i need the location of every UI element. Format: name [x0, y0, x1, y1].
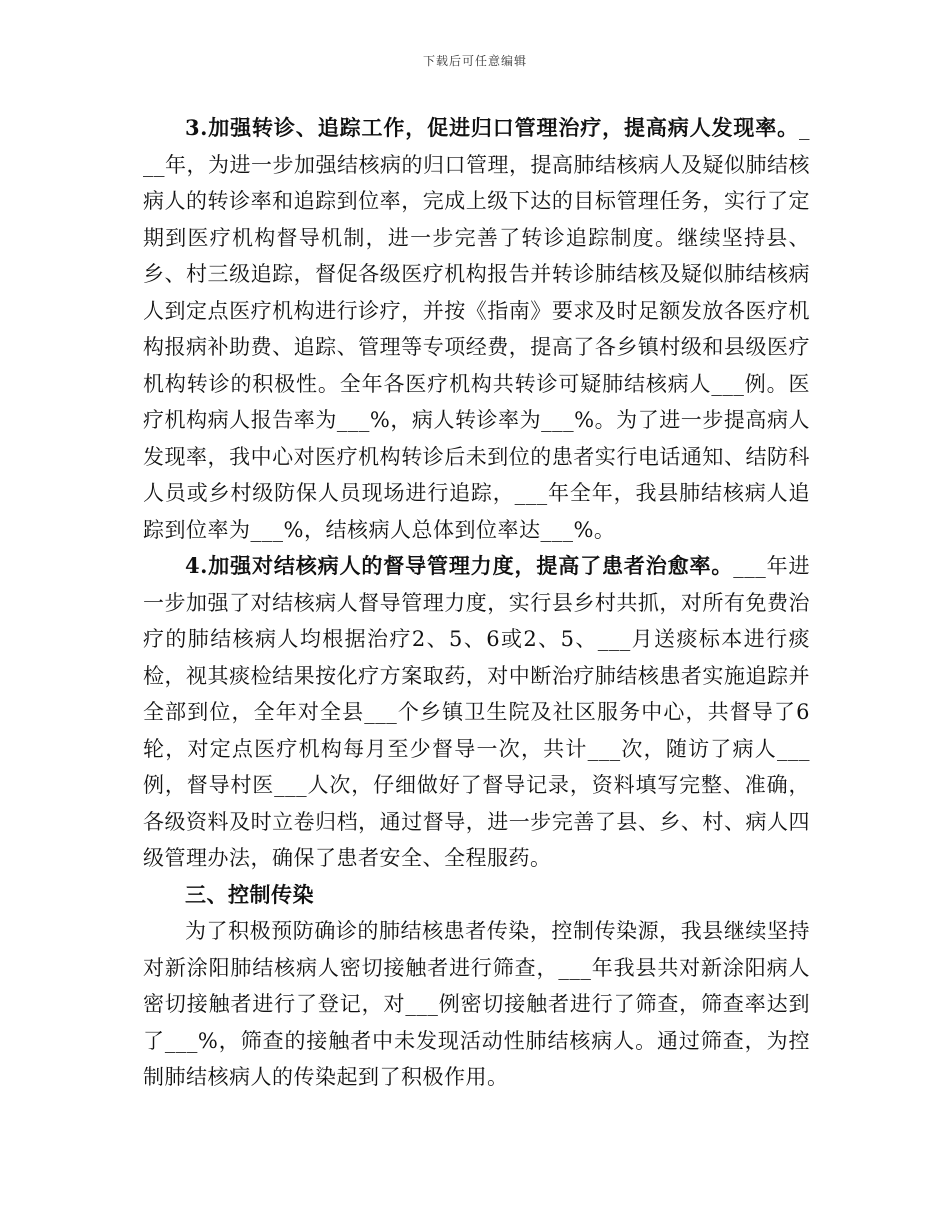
- paragraph-item-3: [143, 110, 810, 548]
- item-4-text: ___年进一步加强了对结核病人督导管理力度，实行县乡村共抓，对所有免费治疗的肺结核病人均根据治疗2、5、6或2、5、___月送痰标本进行痰检，视其痰检结果按化疗方案取药，对中断治疗肺结核患者实施追踪并全部到位，全年对全县___个乡镇卫生院及社区服务中心，共督导了6轮，对定点医疗机构每月至少督导一次，共计___次，随访了病人___例，督导村医___人次，仔细做好了督导记录，资料填写完整、准确，各级资料及时立卷归档，通过督导，进一步完善了县、乡、村、病人四级管理办法，确保了患者安全、全程服药。: [143, 554, 811, 870]
- document-body: [143, 110, 810, 1096]
- item-3-text: ___年，为进一步加强结核病的归口管理，提高肺结核病人及疑似肺结核病人的转诊率和追踪到位率，完成上级下达的目标管理任务，实行了定期到医疗机构督导机制，进一步完善了转诊追踪制度。继续坚持县、乡、村三级追踪，督促各级医疗机构报告并转诊肺结核及疑似肺结核病人到定点医疗机构进行诊疗，并按《指南》要求及时足额发放各医疗机构报病补助费、追踪、管理等专项经费，提高了各乡镇村级和县级医疗机构转诊的积极性。全年各医疗机构共转诊可疑肺结核病人___例。医疗机构病人报告率为___%，病人转诊率为___%。为了进一步提高病人发现率，我中心对医疗机构转诊后未到位的患者实行电话通知、结防科人员或乡村级防保人员现场进行追踪，___年全年，我县肺结核病人追踪到位率为___%，结核病人总体到位率达___%。: [143, 116, 810, 542]
- paragraph-control-infection: 为了积极预防确诊的肺结核患者传染，控制传染源，我县继续坚持对新涂阳肺结核病人密切接触者进行筛查，___年我县共对新涂阳病人密切接触者进行了登记，对___例密切接触者进行了筛查，筛查率达到了___%，筛查的接触者中未发现活动性肺结核病人。通过筛查，为控制肺结核病人的传染起到了积极作用。: [143, 919, 810, 1089]
- item-4-heading: 4.加强对结核病人的督导管理力度，提高了患者治愈率。: [185, 553, 734, 578]
- paragraph-item-4: [143, 548, 810, 877]
- header-note: 下载后可任意编辑: [422, 54, 527, 68]
- item-3-heading: 3.加强转诊、追踪工作，促进归口管理治疗，提高病人发现率。: [185, 115, 799, 140]
- section-title-control-infection: 三、控制传染: [185, 881, 314, 907]
